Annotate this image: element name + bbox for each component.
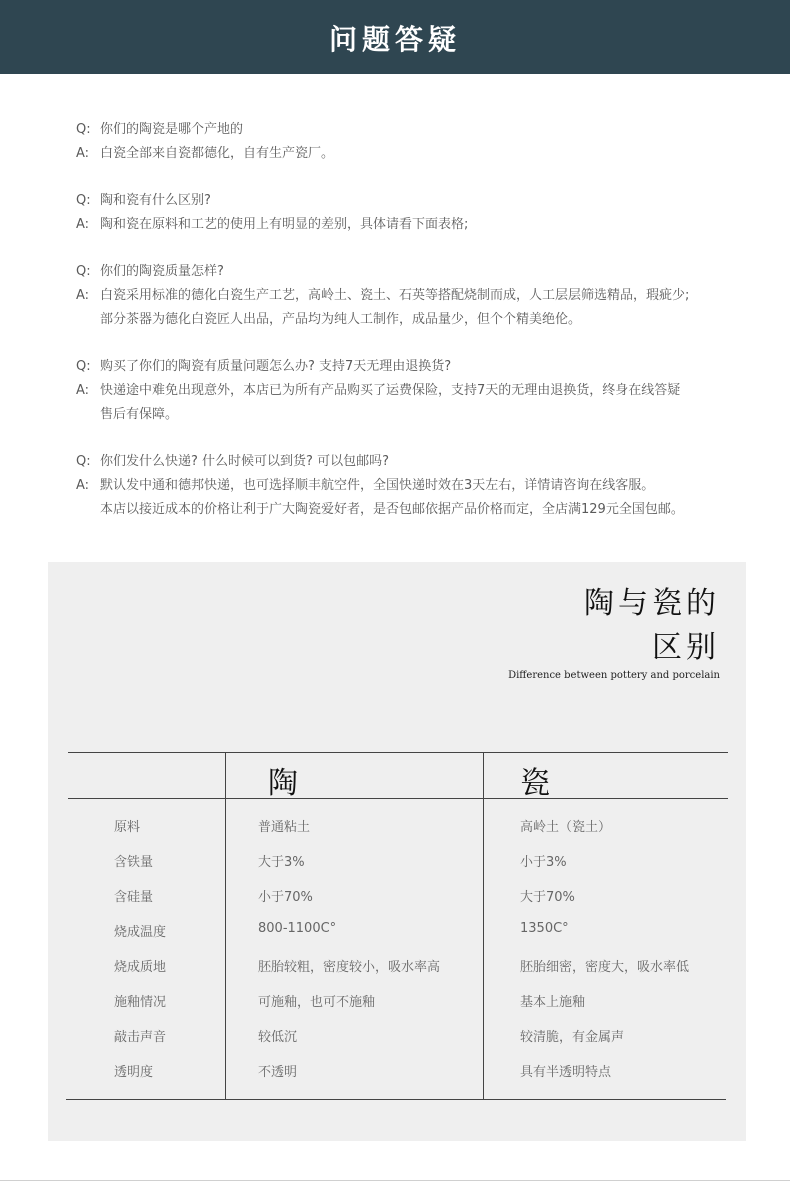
porcelain-value: 基本上施釉 (520, 995, 586, 1010)
header-bar (0, 0, 790, 74)
table-bottom-rule (66, 1099, 726, 1100)
question-tag: Q: (76, 264, 91, 279)
pottery-value: 普通粘土 (258, 820, 311, 835)
question-text: 购买了你们的陶瓷有质量问题怎么办? 支持7天无理由退换货? (100, 359, 452, 374)
row-label: 原料 (114, 820, 141, 835)
answer-tag: A: (76, 288, 90, 303)
question-tag: Q: (76, 122, 91, 137)
row-label: 敲击声音 (114, 1030, 167, 1045)
answer-text-cont: 部分茶器为德化白瓷匠人出品，产品均为纯人工制作，成品量少，但个个精美绝伦。 (100, 312, 582, 327)
table-top-rule (68, 752, 728, 753)
pottery-value: 小于70% (258, 890, 313, 905)
question-text: 你们发什么快递? 什么时候可以到货? 可以包邮吗? (100, 454, 389, 469)
answer-tag: A: (76, 383, 90, 398)
pottery-value: 胚胎较粗，密度较小，吸水率高 (258, 960, 441, 975)
answer-text: 白瓷全部来自瓷都德化，自有生产瓷厂。 (100, 146, 335, 161)
porcelain-value: 具有半透明特点 (520, 1065, 612, 1080)
page-title: 问题答疑 (328, 23, 461, 56)
pottery-value: 800-1100C° (258, 921, 337, 936)
faq-section (76, 118, 756, 545)
row-label: 施釉情况 (114, 995, 167, 1010)
faq-item (76, 189, 756, 237)
porcelain-value: 较清脆，有金属声 (520, 1030, 625, 1045)
table-row (48, 956, 746, 991)
comparison-panel (48, 562, 746, 1141)
answer-text-cont: 本店以接近成本的价格让利于广大陶瓷爱好者，是否包邮依据产品价格而定，全店满129元全国包邮。 (100, 502, 684, 517)
answer-tag: A: (76, 478, 90, 493)
answer-text: 快递途中难免出现意外，本店已为所有产品购买了运费保险，支持7天的无理由退换货，终身在线答疑 (100, 383, 681, 398)
row-label: 含铁量 (114, 855, 154, 870)
answer-text: 默认发中通和德邦快递，也可选择顺丰航空件，全国快递时效在3天左右，详情请咨询在线客服。 (100, 478, 655, 493)
table-row (48, 816, 746, 851)
question-text: 陶和瓷有什么区别? (100, 193, 211, 208)
row-label: 烧成质地 (114, 960, 167, 975)
comparison-title (584, 582, 720, 670)
comparison-subtitle: Difference between pottery and porcelain (508, 670, 720, 681)
pottery-value: 不透明 (258, 1065, 298, 1080)
bottom-divider (0, 1180, 790, 1181)
question-tag: Q: (76, 359, 91, 374)
answer-text-cont: 售后有保障。 (100, 407, 179, 422)
row-label: 含硅量 (114, 890, 154, 905)
faq-item (76, 118, 756, 166)
question-tag: Q: (76, 454, 91, 469)
table-header-rule (68, 798, 728, 799)
question-text: 你们的陶瓷是哪个产地的 (100, 122, 244, 137)
comparison-title-line2: 区别 (652, 630, 720, 665)
faq-item (76, 450, 756, 522)
table-row (48, 1026, 746, 1061)
row-label: 透明度 (114, 1065, 154, 1080)
faq-item (76, 355, 756, 427)
porcelain-value: 高岭土（瓷土） (520, 820, 612, 835)
column-header-porcelain: 瓷 (520, 766, 550, 801)
porcelain-value: 小于3% (520, 855, 567, 870)
table-row (48, 886, 746, 921)
answer-tag: A: (76, 217, 90, 232)
column-header-pottery: 陶 (268, 766, 298, 801)
pottery-value: 大于3% (258, 855, 305, 870)
answer-tag: A: (76, 146, 90, 161)
faq-item (76, 260, 756, 332)
table-row (48, 1061, 746, 1096)
row-label: 烧成温度 (114, 925, 167, 940)
porcelain-value: 胚胎细密，密度大，吸水率低 (520, 960, 690, 975)
porcelain-value: 1350C° (520, 921, 569, 936)
porcelain-value: 大于70% (520, 890, 575, 905)
pottery-value: 可施釉，也可不施釉 (258, 995, 376, 1010)
comparison-title-line1: 陶与瓷的 (584, 586, 720, 621)
question-text: 你们的陶瓷质量怎样? (100, 264, 224, 279)
table-row (48, 921, 746, 956)
table-row (48, 991, 746, 1026)
question-tag: Q: (76, 193, 91, 208)
pottery-value: 较低沉 (258, 1030, 298, 1045)
table-row (48, 851, 746, 886)
answer-text: 白瓷采用标准的德化白瓷生产工艺，高岭土、瓷土、石英等搭配烧制而成，人工层层筛选精品，瑕疵少; (100, 288, 690, 303)
answer-text: 陶和瓷在原料和工艺的使用上有明显的差别，具体请看下面表格; (100, 217, 469, 232)
